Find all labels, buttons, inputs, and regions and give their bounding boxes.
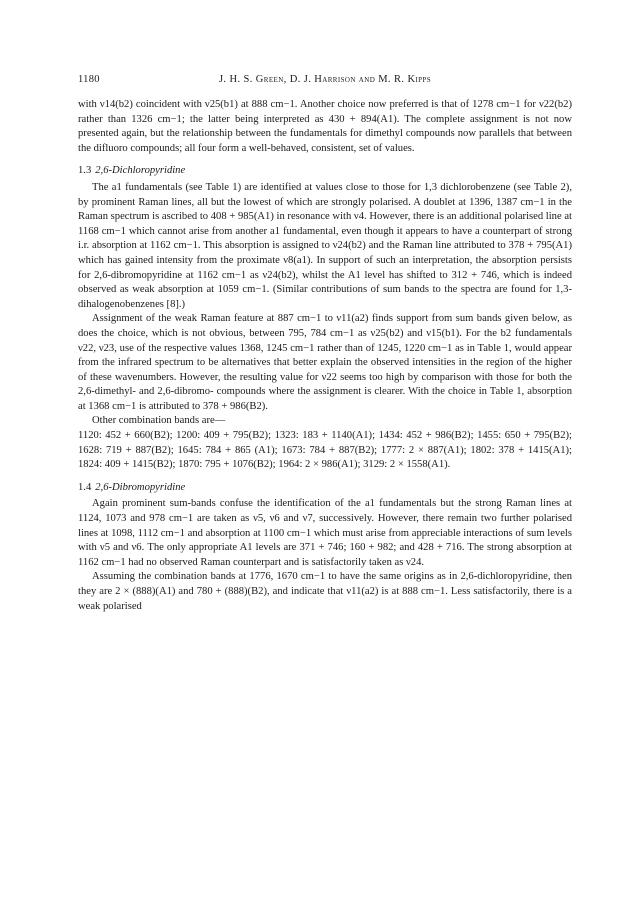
page-number: 1180 [78, 74, 100, 85]
combination-intro: Other combination bands are— [92, 415, 226, 427]
intro-paragraph: with ν14(b2) coincident with ν25(b1) at 888 cm−1. Another choice now preferred is that of 1278 cm−1 for ν22(b2) rather than 1326 cm−1; the latter being interpreted as 430 + 894(A1). The complete assignment is not now presented again, but the relationship between the fundamentals for dimethyl compounds now parallels that between the difluoro compounds; all four form a well-behaved, consistent, set of values. [78, 99, 572, 154]
combination-band-list: 1120: 452 + 660(B2); 1200: 409 + 795(B2); 1323: 183 + 1140(A1); 1434: 452 + 986(B2); 1455: 650 + 795(B2); 1628: 719 + 887(B2); 1645: 784 + 865 (A1); 1673: 784 + 887(B2); 1777: 2 × 887(A1); 1802: 378 + 1415(A1); 1824: 409 + 1415(B2); 1870: 795 + 1076(B2); 1964: 2 × 986(A1); 3129: 2 × 1558(A1). [78, 430, 572, 471]
dibromo-paragraph-1: Again prominent sum-bands confuse the identification of the a1 fundamentals but the strong Raman lines at 1124, 1073 and 978 cm−1 are taken as ν5, ν6 and ν7, successively. However, there remain two further polarised lines at 1098, 1112 cm−1 and absorption at 1100 cm−1 which must arise from appreciable interactions of sum levels with ν5 and ν6. The only appropriate A1 levels are 371 + 746; 160 + 982; and 428 + 716. The strong absorption at 1162 cm−1 had no observed Raman counterpart and is satisfactorily taken as ν24. [78, 498, 572, 568]
section-heading-1-4 [78, 481, 572, 496]
dichloro-paragraph-2: Assignment of the weak Raman feature at 887 cm−1 to ν11(a2) finds support from sum bands given below, as does the choice, which is not obvious, between 795, 784 cm−1 as ν25(b2) and ν15(b1). For the b2 fundamentals ν22, ν23, use of the respective values 1368, 1245 cm−1 rather than of 1245, 1220 cm−1 as in Table 1, would appear from the infrared spectrum to be alternatives that better explain the observed intensities in the region of the higher of these wavenumbers. However, the resulting value for ν22 seems too high by comparison with those for both the 2,6-dimethyl- and 2,6-dibromo- compounds where the assignment is clearer. With the choice in Table 1, absorption at 1368 cm−1 is attributed to 378 + 986(B2). [78, 313, 572, 412]
body-text [78, 98, 572, 614]
section-number: 1.4 [78, 481, 92, 493]
dibromo-paragraph-2: Assuming the combination bands at 1776, 1670 cm−1 to have the same origins as in 2,6-dichloropyridine, then they are 2 × (888)(A1) and 780 + (888)(B2), and indicate that ν11(a2) is at 888 cm−1. Less satisfactorily, there is a weak polarised [78, 571, 572, 612]
section-title: 2,6-Dichloropyridine [95, 165, 186, 177]
section-title: 2,6-Dibromopyridine [95, 481, 186, 493]
section-heading-1-3 [78, 164, 572, 179]
section-number: 1.3 [78, 165, 92, 177]
dichloro-paragraph-1: The a1 fundamentals (see Table 1) are identified at values close to those for 1,3 dichlorobenzene (see Table 2), by prominent Raman lines, all but the lowest of which are strongly polarised. A doublet at 1396, 1387 cm−1 in the Raman spectrum is ascribed to 408 + 985(A1) in resonance with ν4. However, there is an additional polarised line at 1168 cm−1 which cannot arise from another a1 fundamental, even though it appears to have a counterpart of strong i.r. absorption at 1162 cm−1. This absorption is assigned to ν24(b2) and the Raman line attributed to 378 + 795(A1) which has gained intensity from the proximate ν8(a1). In support of such an interpretation, the absorption persists for 2,6-dibromopyridine at 1162 cm−1 as ν24(b2), whilst the A1 level has shifted to 312 + 746, which is indeed observed as weak absorption at 1059 cm−1. (Similar contributions of sum bands to the spectra are found for 1,3-dihalogenobenzenes [8].) [78, 181, 572, 310]
running-head-authors: J. H. S. Green, D. J. Harrison and M. R. Kipps [218, 74, 432, 85]
combination-bands [78, 414, 572, 472]
page-header [78, 74, 572, 90]
